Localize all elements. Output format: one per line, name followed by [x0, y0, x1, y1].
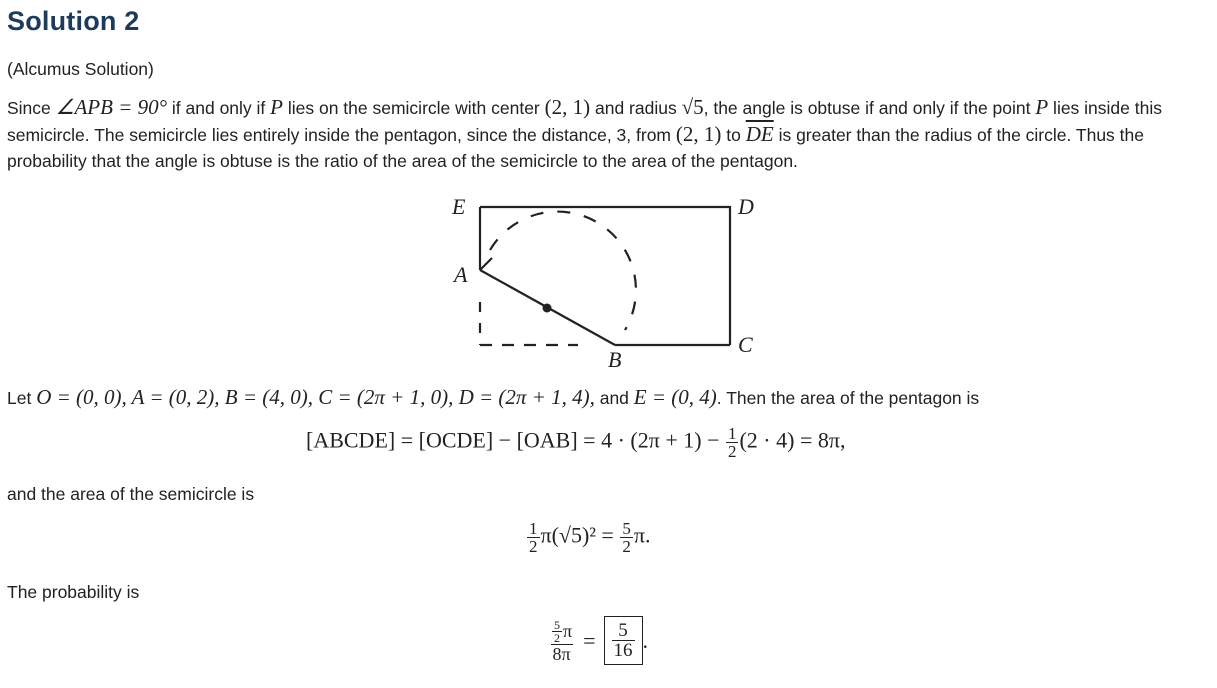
text: is greater than the radius of the circle. Thus the probability that the angle is obtuse is the ratio of the area of the semicircle to the area of the pentagon. [7, 125, 1144, 171]
text: lies inside this semicircle. The semicircle lies entirely inside the pentagon, since the distance, 3, from [7, 98, 1162, 145]
math-p: P [270, 95, 283, 119]
semicircle-area-equation [526, 520, 650, 555]
math-center: (2, 1) [544, 95, 591, 119]
numerator: 1 [727, 424, 737, 443]
fraction-half [527, 520, 540, 555]
math-angle: ∠APB = 90° [55, 95, 168, 119]
ratio-denominator: 8π [552, 643, 571, 664]
denominator: 2 [529, 537, 538, 556]
solution-paragraph [7, 94, 1207, 174]
answer-box [604, 616, 643, 665]
label-e: E [452, 194, 466, 219]
fraction-ratio [549, 619, 574, 663]
denominator: 2 [554, 630, 560, 645]
denominator: 16 [613, 640, 633, 661]
equals-sign: = [583, 627, 596, 653]
text: and [594, 388, 634, 408]
denominator: 2 [622, 537, 631, 556]
denominator: 2 [727, 442, 737, 461]
solution-heading: Solution 2 [7, 6, 140, 36]
numerator: 1 [529, 519, 538, 538]
probability-text: The probability is [7, 582, 140, 602]
center-point [543, 304, 552, 313]
label-c: C [738, 332, 753, 357]
numerator: 5 [554, 617, 560, 632]
text: if and only if [167, 98, 271, 118]
text: and radius [590, 98, 682, 118]
eq-left: [ABCDE] = [OCDE] − [OAB] = 4 · (2π + 1) − [306, 427, 720, 453]
eq-end: π. [633, 522, 651, 548]
source-label: (Alcumus Solution) [7, 59, 154, 79]
text: Let [7, 388, 37, 408]
answer-fraction [612, 621, 635, 660]
math-radius: √5 [681, 95, 704, 119]
math-segment: $\overline{DE}$ [745, 122, 774, 146]
semicircle-arc [490, 212, 636, 330]
text: . Then the area of the pentagon is [716, 388, 980, 408]
label-d: D [738, 194, 754, 219]
numerator: 5 [618, 620, 628, 641]
math-e: E = (0, 4) [633, 385, 717, 409]
probability-equation [548, 616, 648, 665]
math-coordinates: O = (0, 0), A = (0, 2), B = (4, 0), C = (2π + 1, 0), D = (2π + 1, 4), [36, 385, 595, 409]
text: lies on the semicircle with center [282, 98, 545, 118]
eq-middle: π(√5)² = [540, 522, 614, 548]
pentagon-area-equation [306, 425, 845, 460]
semicircle-text: and the area of the semicircle is [7, 484, 255, 504]
fraction-half [726, 425, 739, 460]
math-p: P [1035, 95, 1049, 119]
coordinates-paragraph [7, 385, 979, 410]
text: to [721, 125, 746, 145]
eq-right: (2 · 4) = 8π, [739, 427, 846, 453]
fraction-five-halves [552, 619, 562, 644]
math-center: (2, 1) [675, 122, 722, 146]
label-a: A [454, 262, 468, 287]
text: Since [7, 98, 56, 118]
label-b: B [608, 347, 622, 372]
fraction-five-halves [620, 520, 633, 555]
numerator: 5 [622, 519, 631, 538]
ratio-numerator [549, 619, 574, 644]
text: , the angle is obtuse if and only if the point [703, 98, 1036, 118]
period: . [642, 627, 649, 653]
tick-a [480, 258, 492, 270]
pi: π [563, 621, 573, 641]
pentagon-outline [480, 207, 730, 345]
pentagon-diagram [440, 190, 780, 375]
